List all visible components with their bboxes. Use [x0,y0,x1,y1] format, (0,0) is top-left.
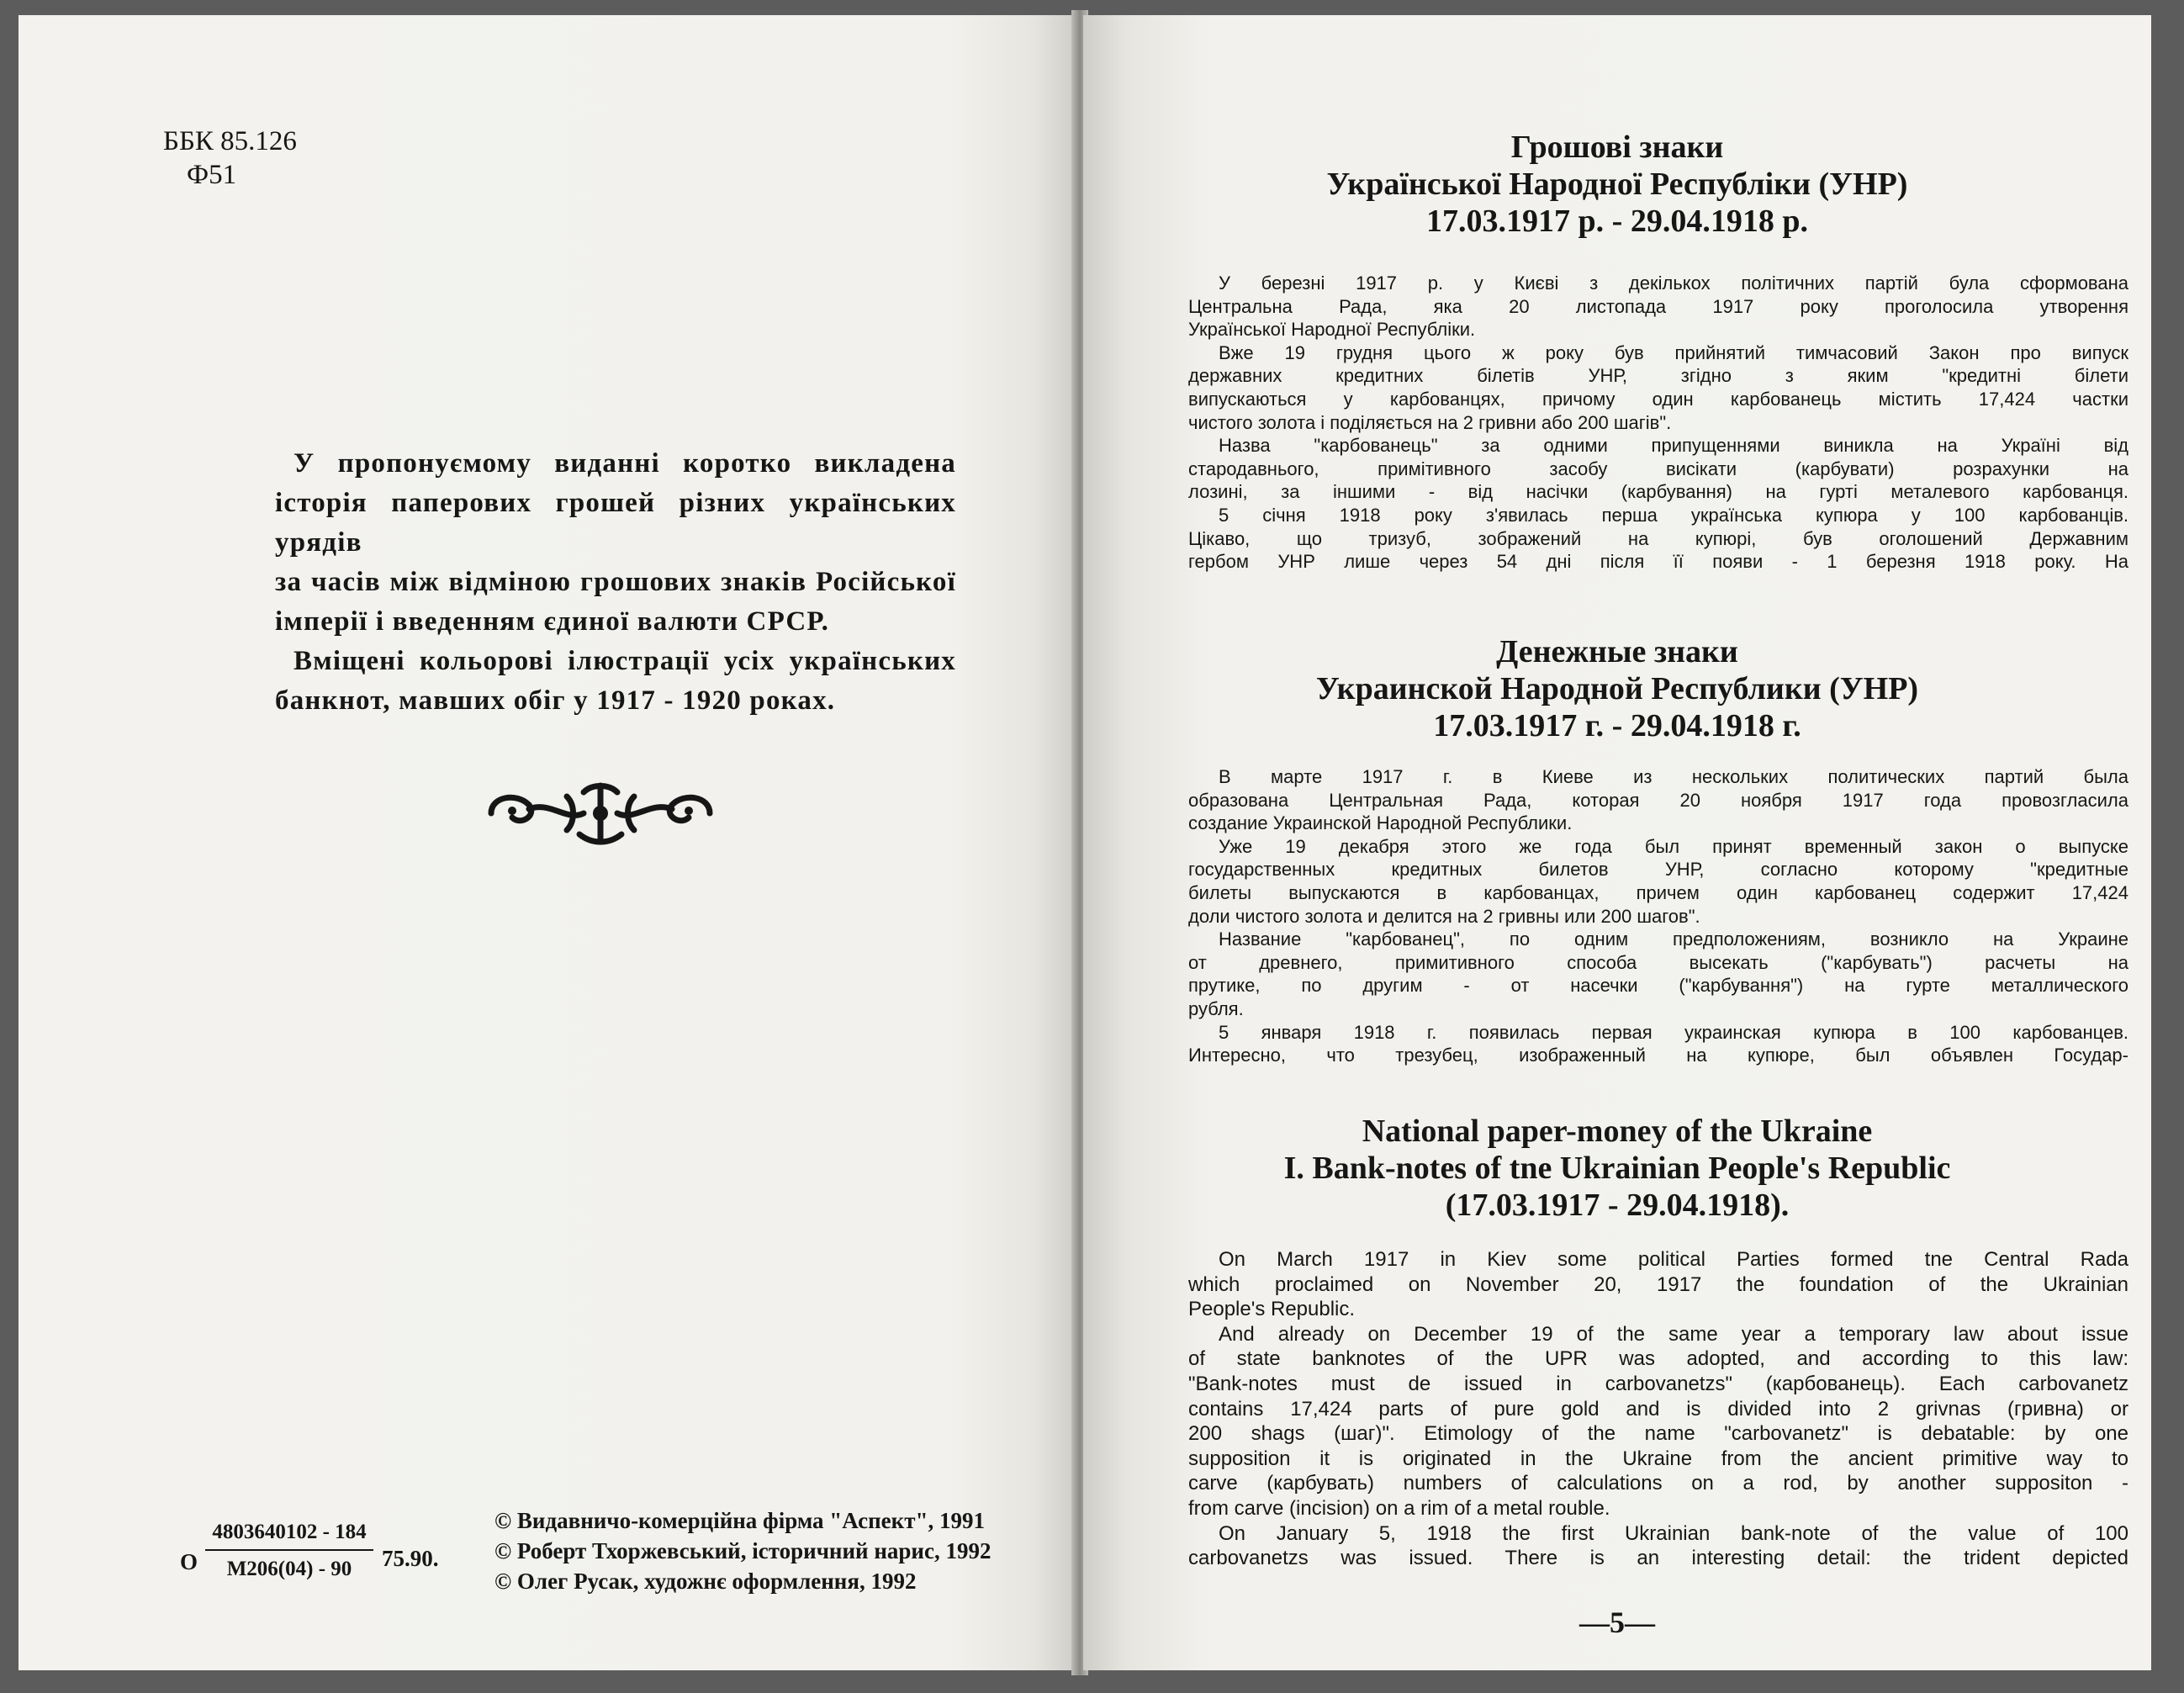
russian-section-text [1188,765,2128,1067]
text-line: "Bank-notes must de issued in carbovanetzs" (карбованець). Each carbovanetz [1188,1372,2128,1395]
text-line: випускаються у карбованцях, причому один карбованець містить 17,424 частки [1188,388,2128,410]
text-line: Центральна Рада, яка 20 листопада 1917 року проголосила утворення [1188,295,2128,317]
intro-line: банкнот, мавших обіг у 1917 - 1920 роках. [275,685,836,716]
bbk-classification [163,124,297,192]
text-line: People's Republic. [1188,1298,1356,1321]
intro-annotation [275,444,956,721]
text-line: On January 5, 1918 the first Ukrainian bank-note of the value of 100 [1219,1521,2128,1545]
text-line: contains 17,424 parts of pure gold and is divided into 2 grivnas (гривна) or [1188,1397,2128,1421]
isbn-numerator: 4803640102 - 184 [205,1521,373,1551]
intro-line: імперії і введенням єдиної валюти СРСР. [275,606,830,637]
text-line: создание Украинской Народной Республики. [1188,812,1573,834]
text-line: У березні 1917 р. у Києві з декількох політичних партій була сформована [1219,272,2128,294]
text-line: of state banknotes of the UPR was adopted, and according to this law: [1188,1347,2128,1371]
text-line: 5 января 1918 г. появилась первая украинская купюра в 100 карбованцев. [1219,1021,2128,1043]
text-line: 200 shags (шаг)". Etimology of the name "carbovanetz" is debatable: by one [1188,1422,2128,1446]
isbn-fraction [205,1521,373,1581]
copyright-block [494,1505,991,1596]
text-line: В марте 1917 г. в Киеве из нескольких политических партий была [1219,766,2128,787]
text-line: carve (карбувать) numbers of calculations on a rod, by another suppositon - [1188,1472,2128,1495]
right-page [1083,15,2151,1670]
intro-line: Вміщені кольорові ілюстрації усіх українських [293,646,956,676]
text-line: чистого золота і поділяється на 2 гривни або 200 шагів". [1188,411,1672,433]
text-line: прутике, по другим - от насечки ("карбування") на гурте металлического [1188,975,2128,997]
text-line: carbovanetzs was issued. There is an interesting detail: the trident depicted [1188,1547,2128,1570]
russian-section-title [1083,633,2151,744]
title-line: National paper-money of the Ukraine [1362,1114,1873,1149]
copyright-line: © Видавничо-комерційна фірма "Аспект", 1991 [494,1508,985,1533]
text-line: державних кредитних білетів УНР, згідно з яким "кредитні білети [1188,365,2128,387]
text-line: Української Народної Республіки. [1188,319,1476,341]
text-line: Название "карбованец", по одним предположениям, возникло на Украине [1219,929,2128,950]
text-line: лозині, за іншими - від насічки (карбування) на гурті металевого карбованця. [1188,481,2128,503]
title-line: Украинской Народной Республики (УНР) [1315,671,1919,706]
text-line: образована Центральная Рада, которая 20 ноября 1917 года провозгласила [1188,789,2128,811]
text-line: Назва "карбованець" за одними припущеннями виникла на Україні від [1219,435,2128,457]
text-line: рубля. [1188,997,1244,1019]
ornament-vignette-icon [483,775,718,851]
title-line: 17.03.1917 г. - 29.04.1918 г. [1433,708,1801,743]
text-line: стародавнього, примітивного засобу висікати (карбувати) розрахунки на [1188,458,2128,479]
text-line: Цікаво, що тризуб, зображений на купюрі, був оголошений Державним [1188,527,2128,549]
title-line: 17.03.1917 р. - 29.04.1918 р. [1426,204,1808,239]
text-line: 5 січня 1918 року з'явилась перша українська купюра у 100 карбованців. [1219,504,2128,526]
intro-line: історія паперових грошей різних українських урядів [275,488,956,558]
text-line: And already on December 19 of the same year a temporary law about issue [1219,1322,2128,1346]
title-line: I. Bank-notes of tne Ukrainian People's Republic [1283,1151,1951,1186]
english-section-text [1188,1247,2128,1571]
isbn-price: 75.90. [382,1546,439,1571]
text-line: государственных кредитных билетов УНР, согласно которому "кредитные [1188,859,2128,881]
text-line: On March 1917 in Kiev some political Parties formed tne Central Rada [1219,1248,2128,1271]
text-line: билеты выпускаются в карбованцах, причем один карбованец содержит 17,424 [1188,881,2128,903]
title-line: (17.03.1917 - 29.04.1918). [1445,1188,1790,1223]
text-line: гербом УНР лише через 54 дні після її появи - 1 березня 1918 року. На [1188,551,2128,573]
left-page [19,15,1076,1670]
isbn-denominator: М206(04) - 90 [226,1558,352,1580]
ukrainian-section-text [1188,272,2128,574]
text-line: from carve (incision) on a rim of a metal rouble. [1188,1496,1610,1520]
copyright-line: © Олег Русак, художнє оформлення, 1992 [494,1569,917,1594]
ukrainian-section-title [1083,129,2151,240]
isbn-prefix: О [180,1549,198,1574]
intro-line: за часів між відміною грошових знаків Російської [275,567,956,597]
english-section-title [1083,1113,2151,1224]
page-number: —5— [1579,1606,1655,1639]
bbk-code: ББК 85.126 [163,126,297,156]
title-line: Української Народної Республіки (УНР) [1326,167,1908,202]
intro-line: У пропонуємому виданні коротко викладена [293,448,956,479]
text-line: Уже 19 декабря этого же года был принят временный закон о выпуске [1219,835,2128,857]
copyright-line: © Роберт Тхоржевський, історичний нарис, 1992 [494,1538,992,1563]
text-line: от древнего, примитивного способа высекать ("карбувать") расчеты на [1188,951,2128,973]
text-line: Интересно, что трезубец, изображенный на купюре, был объявлен Государ- [1188,1045,2128,1066]
text-line: доли чистого золота и делится на 2 гривны или 200 шагов". [1188,905,1700,927]
bbk-index: Ф51 [187,160,237,190]
title-line: Денежные знаки [1496,634,1738,669]
text-line: which proclaimed on November 20, 1917 the foundation of the Ukrainian [1188,1272,2128,1296]
text-line: Вже 19 грудня цього ж року був прийнятий тимчасовий Закон про випуск [1219,341,2128,363]
title-line: Грошові знаки [1510,130,1724,165]
text-line: supposition it is originated in the Ukraine from the ancient primitive way to [1188,1447,2128,1470]
